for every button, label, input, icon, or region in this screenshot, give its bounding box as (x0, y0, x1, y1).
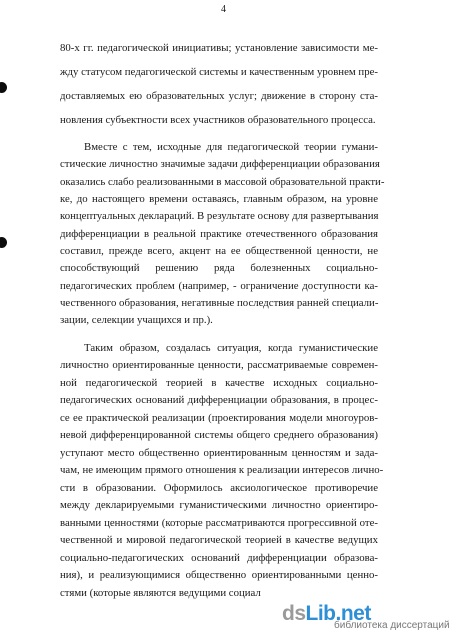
text-line: педагогических оснований дифференциации образования, в процес- (60, 394, 378, 406)
text-line: социально-педагогических оснований дифференциации образова- (60, 552, 378, 564)
paragraph-first-line: Вместе с тем, исходные для педагогической теории гумани- (84, 141, 378, 153)
text-line: невой дифференцированной системы общего среднего образования) (60, 429, 378, 441)
text-line: оказались слабо реализованными в массовой образовательной практи- (60, 176, 385, 188)
text-line: чественной и мировой педагогической теорией в качестве ведущих (60, 534, 378, 546)
text-line: ванными ценностями (которые рассматриваются прогрессивной оте- (60, 517, 378, 529)
text-line: ке, до настоящего времени оставаясь, главным образом, на уровне (60, 193, 378, 205)
text-line: чам, не имеющим прямого отношения к реализации интересов лично- (60, 464, 384, 476)
text-line: стические личностно значимые задачи дифференциации образования (60, 158, 380, 170)
logo-part-ds: ds (282, 602, 306, 625)
text-line: ной педагогической теорией в качестве исходных социально- (60, 377, 378, 389)
text-line: уступают место общественно ориентированным ценностям и задa- (60, 447, 378, 459)
text-line: дифференциации в реальной практике отечественного образования (60, 228, 378, 240)
text-line: стями (которые являются ведущими социал (60, 587, 261, 599)
text-line: се ее практической реализации (проектирования модели многоуров- (60, 412, 378, 424)
punch-hole-mark (0, 237, 7, 248)
text-line: между декларируемыми гуманистическими личностно ориентиро- (60, 499, 378, 511)
dslib-watermark (268, 600, 450, 636)
text-line: доставляемых ею образовательных услуг; движение в сторону ста- (60, 90, 378, 102)
text-line: жду статусом педагогической системы и качественным уровнем пре- (60, 66, 378, 78)
text-line: чественного образования, негативные последствия ранней специали- (60, 297, 379, 309)
page-number: 4 (221, 4, 226, 15)
punch-hole-mark (0, 82, 7, 93)
text-line: 80-х гг. педагогической инициативы; установление зависимости ме- (60, 42, 378, 54)
text-line: зации, селекции учащихся и пр.). (60, 314, 213, 326)
text-line: ния), и реализующимися общественно ориентированными ценно- (60, 569, 378, 581)
text-line: концептуальных деклараций. В результате основу для развертывания (60, 210, 379, 222)
text-line: педагогических проблем (например, - ограничение доступности ка- (60, 280, 378, 292)
paragraph-first-line: Таким образом, создалась ситуация, когда гуманистические (84, 342, 378, 354)
text-line: составил, прежде всего, акцент на ее общественной ценности, не (60, 245, 378, 257)
text-line: личностно ориентированные ценности, рассматриваемые современ- (60, 359, 378, 371)
text-line: сти в образовании. Оформилось аксиологическое противоречие (60, 482, 378, 494)
logo-part-lib: Lib (305, 602, 336, 625)
logo-caption: библиотека диссертаций (334, 620, 450, 631)
logo-part-net: .net (335, 602, 371, 625)
text-line: способствующий решению ряда болезненных социально- (60, 262, 378, 274)
text-line: новления субъектности всех участников образовательного процесса. (60, 114, 376, 126)
